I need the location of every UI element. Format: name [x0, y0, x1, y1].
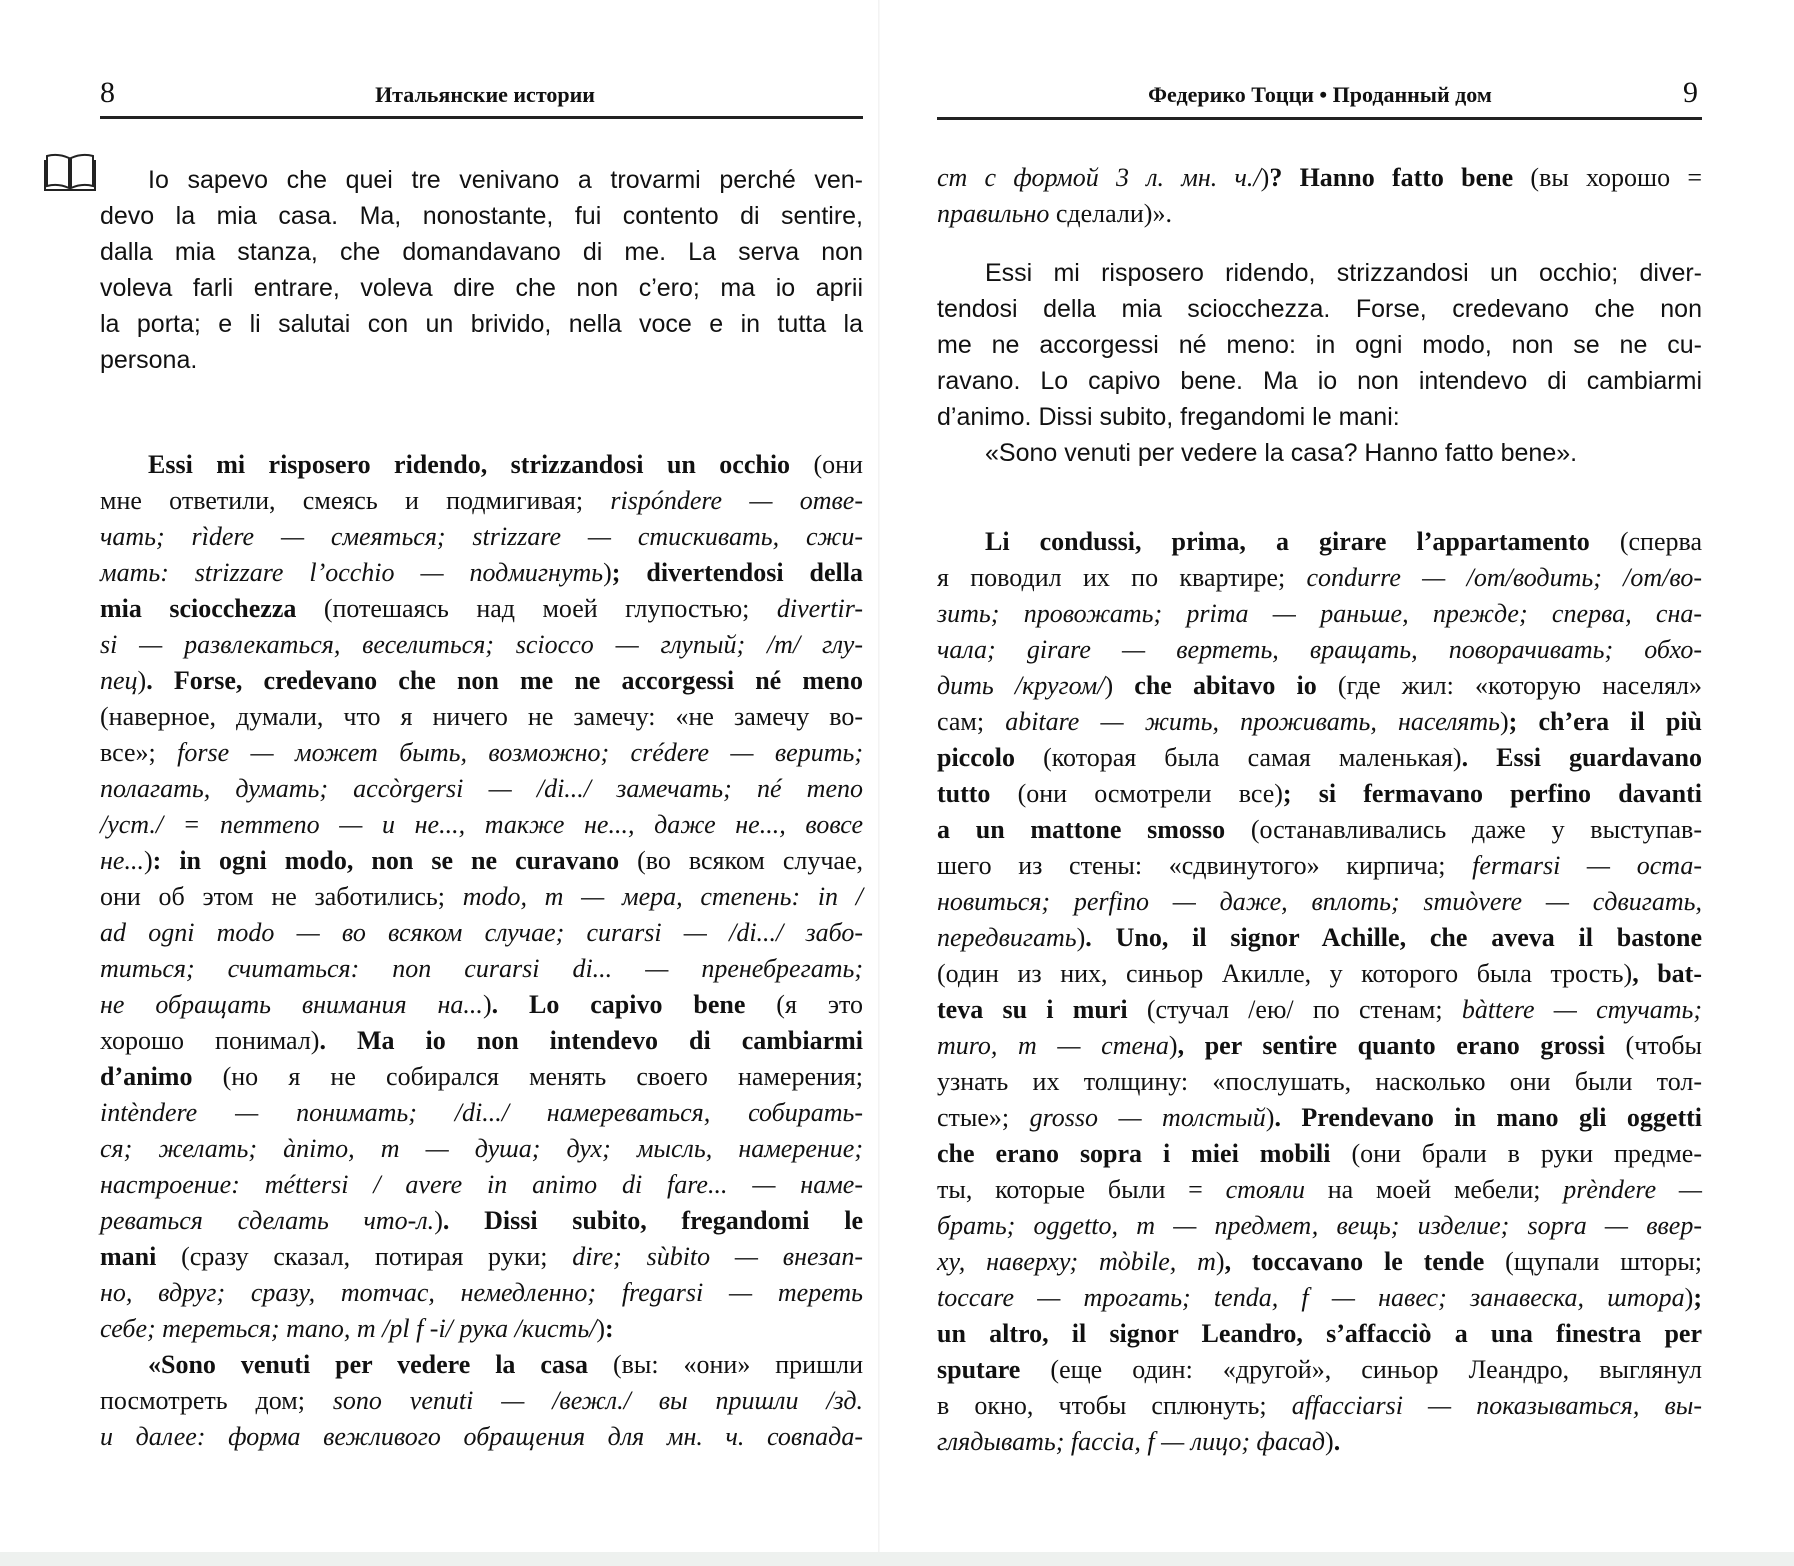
gloss-text: prèndere —	[1563, 1175, 1702, 1204]
translation-text: )	[482, 990, 492, 1019]
italian-phrase: ; ch’era il più	[1508, 707, 1703, 736]
italian-phrase: che erano sopra i miei mobili	[937, 1139, 1331, 1168]
text-line	[100, 342, 863, 378]
text-line	[100, 1059, 863, 1095]
gloss-text: титься; считаться: non curarsi di... — пренебрегать;	[100, 954, 863, 983]
text-line	[937, 1172, 1702, 1208]
gloss-text: bàttere — стучать;	[1461, 995, 1703, 1024]
text-line	[937, 740, 1702, 776]
gloss-text: полагать, думать; accòrgersi — /di.../ замечать; né meno	[100, 774, 863, 803]
italian-text-right	[937, 255, 1702, 471]
text-line	[937, 1424, 1702, 1460]
translation-text: )	[143, 846, 153, 875]
gloss-text: чала; girare — вертеть, вращать, поворачивать; обхо-	[937, 635, 1702, 664]
gloss-text: fermarsi — оста-	[1472, 851, 1702, 880]
text-line	[100, 1311, 863, 1347]
italian-text-left	[100, 162, 863, 378]
text-line	[100, 198, 863, 234]
italian-phrase: . Ma io non intendevo di cambiarmi	[319, 1026, 864, 1055]
italian-phrase: Essi mi risposero ridendo, strizzandosi un occhio	[148, 450, 791, 479]
gloss-text: глядывать; faccia, f — лицо; фасад	[937, 1427, 1326, 1456]
gloss-text: пец	[100, 666, 138, 695]
italian-phrase: che abitavo io	[1113, 671, 1317, 700]
translation-text: шего из стены: «сдвинутого» кирпича;	[937, 851, 1473, 880]
translation-text: )	[1265, 1103, 1275, 1132]
text-line	[100, 591, 863, 627]
text-line	[937, 196, 1702, 232]
text-line	[937, 1136, 1702, 1172]
page-number-left: 8	[100, 76, 115, 109]
translation-text: tendosi della mia sciocchezza. Forse, credevano che non	[937, 295, 1702, 323]
translation-text: я поводил их по квартире;	[937, 563, 1307, 592]
text-line	[100, 555, 863, 591]
text-line	[937, 1208, 1702, 1244]
translation-text: узнать их толщину: «послушать, насколько они были тол-	[937, 1067, 1702, 1096]
text-line	[937, 255, 1702, 291]
gloss-text: дить /кругом/	[937, 671, 1105, 700]
text-line	[100, 987, 863, 1023]
gloss-text: si — развлекаться, веселиться; sciocco — глупый; /m/ глу-	[100, 630, 863, 659]
translation-text: мне ответили, смеясь и подмигивая;	[100, 486, 611, 515]
gloss-text: ся; желать; ànimo, m — душа; дух; мысль, намерение;	[100, 1134, 863, 1163]
gloss-text: intèndere — понимать; /di.../ намереваться, собирать-	[100, 1098, 863, 1127]
translation-text: (они	[790, 450, 863, 479]
translation-text: на моей мебели;	[1305, 1175, 1564, 1204]
translation-text: Essi mi risposero ridendo, strizzandosi un occhio; diver-	[985, 259, 1702, 287]
translation-text: стые»;	[937, 1103, 1030, 1132]
text-line	[100, 270, 863, 306]
text-line	[937, 291, 1702, 327]
text-line	[937, 812, 1702, 848]
text-line	[937, 668, 1702, 704]
italian-phrase: a un mattone smosso	[937, 815, 1226, 844]
italian-phrase: mia sciocchezza	[100, 594, 297, 623]
translation-text: )	[596, 1314, 606, 1343]
translation-text: )	[1500, 707, 1509, 736]
translation-text: )	[1076, 923, 1086, 952]
translation-text: Io sapevo che quei tre venivano a trovarmi perché ven-	[148, 166, 863, 194]
text-line	[937, 704, 1702, 740]
italian-phrase: , bat-	[1632, 959, 1702, 988]
header-rule-left	[100, 116, 863, 119]
text-line	[937, 1244, 1702, 1280]
translation-text: (останавливались даже у выступав-	[1225, 815, 1702, 844]
translation-text: (еще один: «другой», синьор Леандро, выглянул	[1020, 1355, 1702, 1384]
text-line	[937, 1388, 1702, 1424]
text-line	[100, 627, 863, 663]
text-line	[937, 399, 1702, 435]
translation-text: посмотреть дом;	[100, 1386, 333, 1415]
translation-text: ravano. Lo capivo bene. Ma io non intendevo di cambiarmi	[937, 367, 1702, 395]
gloss-text: ху, наверху; mòbile, m	[937, 1247, 1216, 1276]
text-line	[100, 771, 863, 807]
text-line	[100, 843, 863, 879]
gloss-text: настроение: méttersi / avere in animo di fare... — наме-	[100, 1170, 863, 1199]
text-line	[937, 920, 1702, 956]
gloss-text: dire; sùbito — внезап-	[572, 1242, 863, 1271]
gloss-text: не...	[100, 846, 144, 875]
text-line	[937, 1028, 1702, 1064]
italian-phrase: ;	[1693, 1283, 1702, 1312]
gloss-text: divertir-	[776, 594, 863, 623]
italian-phrase: tutto	[937, 779, 991, 808]
italian-phrase: ? Hanno fatto bene	[1269, 163, 1514, 192]
page-number-right: 9	[1683, 76, 1698, 109]
italian-phrase: . Forse, credevano che non me ne accorgessi né meno	[146, 666, 863, 695]
translation-text: (которая была самая маленькая)	[1015, 743, 1462, 772]
commentary-left	[100, 447, 863, 1455]
text-line	[937, 992, 1702, 1028]
gloss-text: но, вдруг; сразу, тотчас, немедленно; fregarsi — тереть	[100, 1278, 863, 1307]
text-line	[100, 1347, 863, 1383]
text-line	[937, 1064, 1702, 1100]
text-line	[937, 160, 1702, 196]
italian-phrase: .	[1333, 1427, 1341, 1456]
text-line	[937, 884, 1702, 920]
italian-phrase: un altro, il signor Leandro, s’affacciò a una finestra per	[937, 1319, 1702, 1348]
translation-text: сам;	[937, 707, 1006, 736]
gloss-text: себе; тереться; mano, m /pl f -i/ рука /кисть/	[100, 1314, 597, 1343]
italian-phrase: , per sentire quanto erano grossi	[1177, 1031, 1605, 1060]
text-line	[937, 1316, 1702, 1352]
translation-text: )	[1168, 1031, 1178, 1060]
italian-phrase: . Uno, il signor Achille, che aveva il bastone	[1085, 923, 1702, 952]
translation-text: «Sono venuti per vedere la casa? Hanno fatto bene».	[985, 439, 1578, 467]
translation-text: (наверное, думали, что я ничего не замечу: «не замечу во-	[100, 702, 863, 731]
italian-phrase: , toccavano le tende	[1224, 1247, 1485, 1276]
translation-text: )	[1104, 671, 1114, 700]
gloss-text: affacciarsi — показываться, вы-	[1291, 1391, 1702, 1420]
text-line	[100, 162, 863, 198]
translation-text: (они брали в руки предме-	[1330, 1139, 1703, 1168]
text-line	[937, 1352, 1702, 1388]
gloss-text: реваться сделать что-л.	[100, 1206, 435, 1235]
commentary-right	[937, 524, 1702, 1460]
text-line	[100, 234, 863, 270]
open-book-icon	[44, 152, 96, 192]
text-line	[100, 306, 863, 342]
italian-phrase: : in ogni modo, non se ne curavano	[152, 846, 620, 875]
gloss-text: и далее: форма вежливого обращения для мн. ч. совпада-	[100, 1422, 863, 1451]
commentary-continuation	[937, 160, 1702, 232]
text-line	[937, 956, 1702, 992]
translation-text: (вы: «они» пришли	[588, 1350, 863, 1379]
text-line	[937, 327, 1702, 363]
translation-text: )	[1684, 1283, 1694, 1312]
text-line	[100, 1023, 863, 1059]
translation-text: devo la mia casa. Ma, nonostante, fui contento di sentire,	[100, 202, 863, 230]
translation-text: все»;	[100, 738, 178, 767]
gloss-text: мать: strizzare l’occhio — подмигнуть	[100, 558, 604, 587]
gloss-text: зить; провожать; prima — раньше, прежде; сперва, сна-	[937, 599, 1702, 628]
running-title-right: Федерико Тоцци • Проданный дом	[1148, 82, 1492, 107]
text-line	[100, 735, 863, 771]
translation-text: d’animo. Dissi subito, fregandomi le mani:	[937, 403, 1400, 431]
scan-edge	[0, 1552, 1794, 1566]
running-title-left: Итальянские истории	[375, 82, 595, 107]
text-line	[937, 632, 1702, 668]
text-line	[937, 435, 1702, 471]
italian-phrase: ; divertendosi della	[611, 558, 863, 587]
italian-phrase: sputare	[937, 1355, 1021, 1384]
gloss-text: sono venuti — /вежл./ вы пришли /зд.	[332, 1386, 863, 1415]
translation-text: (потешаясь над моей глупостью;	[296, 594, 777, 623]
gloss-text: /уст./ = nemmeno — и не..., также не..., даже не..., вовсе	[100, 810, 863, 839]
gloss-text: grosso — толстый	[1029, 1103, 1266, 1132]
gloss-text: toccare — трогать; tenda, f — навес; занавеска, штора	[937, 1283, 1685, 1312]
text-line	[937, 560, 1702, 596]
translation-text: (сразу сказал, потирая руки;	[156, 1242, 573, 1271]
text-line	[937, 776, 1702, 812]
italian-phrase: . Prendevano in mano gli oggetti	[1274, 1103, 1703, 1132]
translation-text: (один из них, синьор Акилле, у которого была трость)	[937, 959, 1633, 988]
translation-text: (стучал /ею/ по стенам;	[1127, 995, 1462, 1024]
text-line	[100, 1383, 863, 1419]
book-gutter	[878, 0, 880, 1566]
italian-phrase: piccolo	[937, 743, 1015, 772]
translation-text: )	[137, 666, 147, 695]
gloss-text: modo, m — мера, степень: in /	[462, 882, 863, 911]
translation-text: (сперва	[1589, 527, 1702, 556]
text-line	[100, 1095, 863, 1131]
italian-phrase: . Essi guardavano	[1461, 743, 1702, 772]
gloss-text: не обращать внимания на...	[100, 990, 483, 1019]
translation-text: (где жил: «которую населял»	[1316, 671, 1702, 700]
translation-text: )	[1215, 1247, 1225, 1276]
translation-text: ты, которые были =	[937, 1175, 1226, 1204]
gloss-text: правильно	[937, 199, 1050, 228]
italian-phrase: d’animo	[100, 1062, 193, 1091]
translation-text: хорошо понимал)	[100, 1026, 320, 1055]
text-line	[100, 1131, 863, 1167]
gloss-text: forse — может быть, возможно; crédere — верить;	[177, 738, 863, 767]
text-line	[100, 447, 863, 483]
translation-text: dalla mia stanza, che domandavano di me. La serva non	[100, 238, 863, 266]
text-line	[100, 1167, 863, 1203]
gloss-text: стояли	[1225, 1175, 1305, 1204]
gloss-text: muro, m — стена	[937, 1031, 1169, 1060]
text-line	[100, 519, 863, 555]
text-line	[100, 915, 863, 951]
text-line	[937, 524, 1702, 560]
text-line	[100, 951, 863, 987]
italian-phrase: teva su i muri	[937, 995, 1128, 1024]
translation-text: (я это	[745, 990, 863, 1019]
text-line	[937, 1280, 1702, 1316]
text-line	[937, 1100, 1702, 1136]
text-line	[937, 596, 1702, 632]
text-line	[100, 483, 863, 519]
gloss-text: передвигать	[937, 923, 1077, 952]
text-line	[100, 1275, 863, 1311]
translation-text: persona.	[100, 346, 198, 374]
text-line	[100, 879, 863, 915]
translation-text: me ne accorgessi né meno: in ogni modo, non se ne cu-	[937, 331, 1702, 359]
text-line	[937, 848, 1702, 884]
translation-text: (но я не собирался менять своего намерения;	[192, 1062, 863, 1091]
italian-phrase: «Sono venuti per vedere la casa	[148, 1350, 589, 1379]
gloss-text: condurre — /от/водить; /от/во-	[1306, 563, 1702, 592]
translation-text: сделали)».	[1049, 199, 1172, 228]
gloss-text: abitare — жить, проживать, населять	[1005, 707, 1500, 736]
italian-phrase: . Lo capivo bene	[491, 990, 746, 1019]
translation-text: (чтобы	[1604, 1031, 1702, 1060]
italian-phrase: ; si fermavano perfino davanti	[1282, 779, 1702, 808]
translation-text: (во всяком случае,	[619, 846, 863, 875]
translation-text: (вы хорошо =	[1513, 163, 1702, 192]
gloss-text: ad ogni modo — во всяком случае; curarsi — /di.../ забо-	[100, 918, 863, 947]
gloss-text: ст с формой 3 л. мн. ч./	[937, 163, 1261, 192]
translation-text: )	[1325, 1427, 1334, 1456]
translation-text: (щупали шторы;	[1484, 1247, 1703, 1276]
text-line	[100, 807, 863, 843]
text-line	[100, 1239, 863, 1275]
gloss-text: брать; oggetto, m — предмет, вещь; изделие; sopra — ввер-	[937, 1211, 1702, 1240]
translation-text: )	[1260, 163, 1270, 192]
translation-text: )	[603, 558, 612, 587]
text-line	[100, 699, 863, 735]
italian-phrase: Li condussi, prima, a girare l’appartamento	[985, 527, 1590, 556]
translation-text: (они осмотрели все)	[990, 779, 1283, 808]
gloss-text: новиться; perfino — даже, вплоть; smuòvere — сдвигать,	[937, 887, 1702, 916]
italian-phrase: . Dissi subito, fregandomi le	[442, 1206, 863, 1235]
text-line	[100, 1203, 863, 1239]
gloss-text: чать; rìdere — смеяться; strizzare — стискивать, сжи-	[100, 522, 863, 551]
text-line	[937, 363, 1702, 399]
translation-text: в окно, чтобы сплюнуть;	[937, 1391, 1292, 1420]
translation-text: они об этом не заботились;	[100, 882, 463, 911]
translation-text: )	[434, 1206, 443, 1235]
header-rule-right	[937, 117, 1702, 120]
text-line	[100, 1419, 863, 1455]
text-line	[100, 663, 863, 699]
translation-text: la porta; e li salutai con un brivido, nella voce e in tutta la	[100, 310, 863, 338]
italian-phrase: mani	[100, 1242, 157, 1271]
translation-text: voleva farli entrare, voleva dire che non c’ero; ma io aprii	[100, 274, 863, 302]
italian-phrase: :	[605, 1314, 614, 1343]
gloss-text: rispóndere — отве-	[610, 486, 863, 515]
